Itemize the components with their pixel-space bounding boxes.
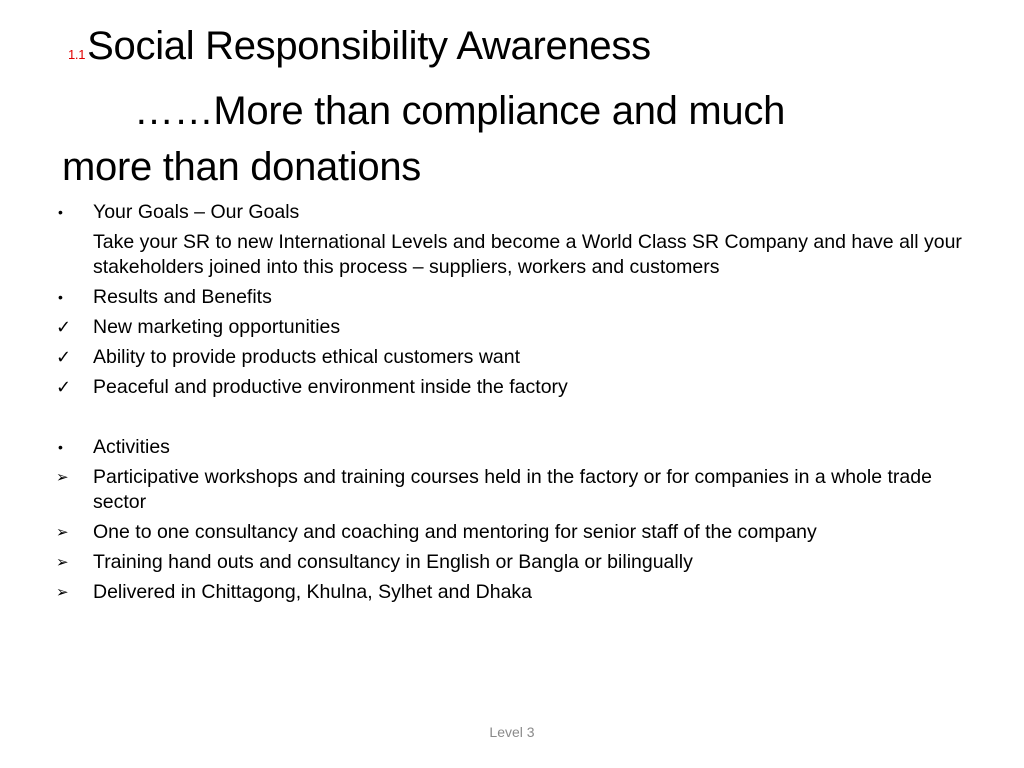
title-line-1 <box>62 18 962 83</box>
benefit-item <box>56 375 976 400</box>
activity-text: One to one consultancy and coaching and mentoring for senior staff of the company <box>93 521 817 543</box>
slide-footer: Level 3 <box>489 724 535 740</box>
activities-heading: Activities <box>93 436 170 458</box>
spacer <box>56 405 976 435</box>
goals-paragraph: Take your SR to new International Levels and become a World Class SR Company and have all your stakeholders joined into this process – suppliers, workers and customers <box>93 231 962 278</box>
benefit-item <box>56 315 976 340</box>
checkmark-icon: ✓ <box>56 377 72 397</box>
list-item-results-heading <box>56 285 976 310</box>
arrow-bullet-icon: ➢ <box>56 524 69 541</box>
title-text-1: Social Responsibility Awareness <box>87 24 651 68</box>
benefit-item <box>56 345 976 370</box>
list-item-activities-heading <box>56 435 976 460</box>
bullet-icon: • <box>58 439 63 455</box>
goals-heading: Your Goals – Our Goals <box>93 201 300 223</box>
list-item-goals-heading <box>56 200 976 225</box>
activity-item <box>56 550 976 575</box>
checkmark-icon: ✓ <box>56 317 72 337</box>
title-line-3: more than donations <box>62 145 421 189</box>
section-number: 1.1 <box>68 47 86 62</box>
benefit-text: Ability to provide products ethical customers want <box>93 346 521 368</box>
slide-body <box>56 200 976 610</box>
arrow-bullet-icon: ➢ <box>56 584 69 601</box>
activity-text: Training hand outs and consultancy in English or Bangla or bilingually <box>93 551 693 573</box>
results-heading: Results and Benefits <box>93 286 272 308</box>
activity-item <box>56 580 976 605</box>
benefit-text: New marketing opportunities <box>93 316 341 338</box>
arrow-bullet-icon: ➢ <box>56 469 69 486</box>
bullet-icon: • <box>58 204 63 220</box>
activity-text: Delivered in Chittagong, Khulna, Sylhet and Dhaka <box>93 581 533 603</box>
benefit-text: Peaceful and productive environment inside the factory <box>93 376 568 398</box>
activity-text: Participative workshops and training courses held in the factory or for companies in a whole trade sector <box>93 466 932 513</box>
activity-item <box>56 465 976 515</box>
bullet-icon: • <box>58 289 63 305</box>
activity-item <box>56 520 976 545</box>
slide-title <box>62 18 962 195</box>
title-line-2: ……More than compliance and much <box>134 89 786 133</box>
checkmark-icon: ✓ <box>56 347 72 367</box>
arrow-bullet-icon: ➢ <box>56 554 69 571</box>
